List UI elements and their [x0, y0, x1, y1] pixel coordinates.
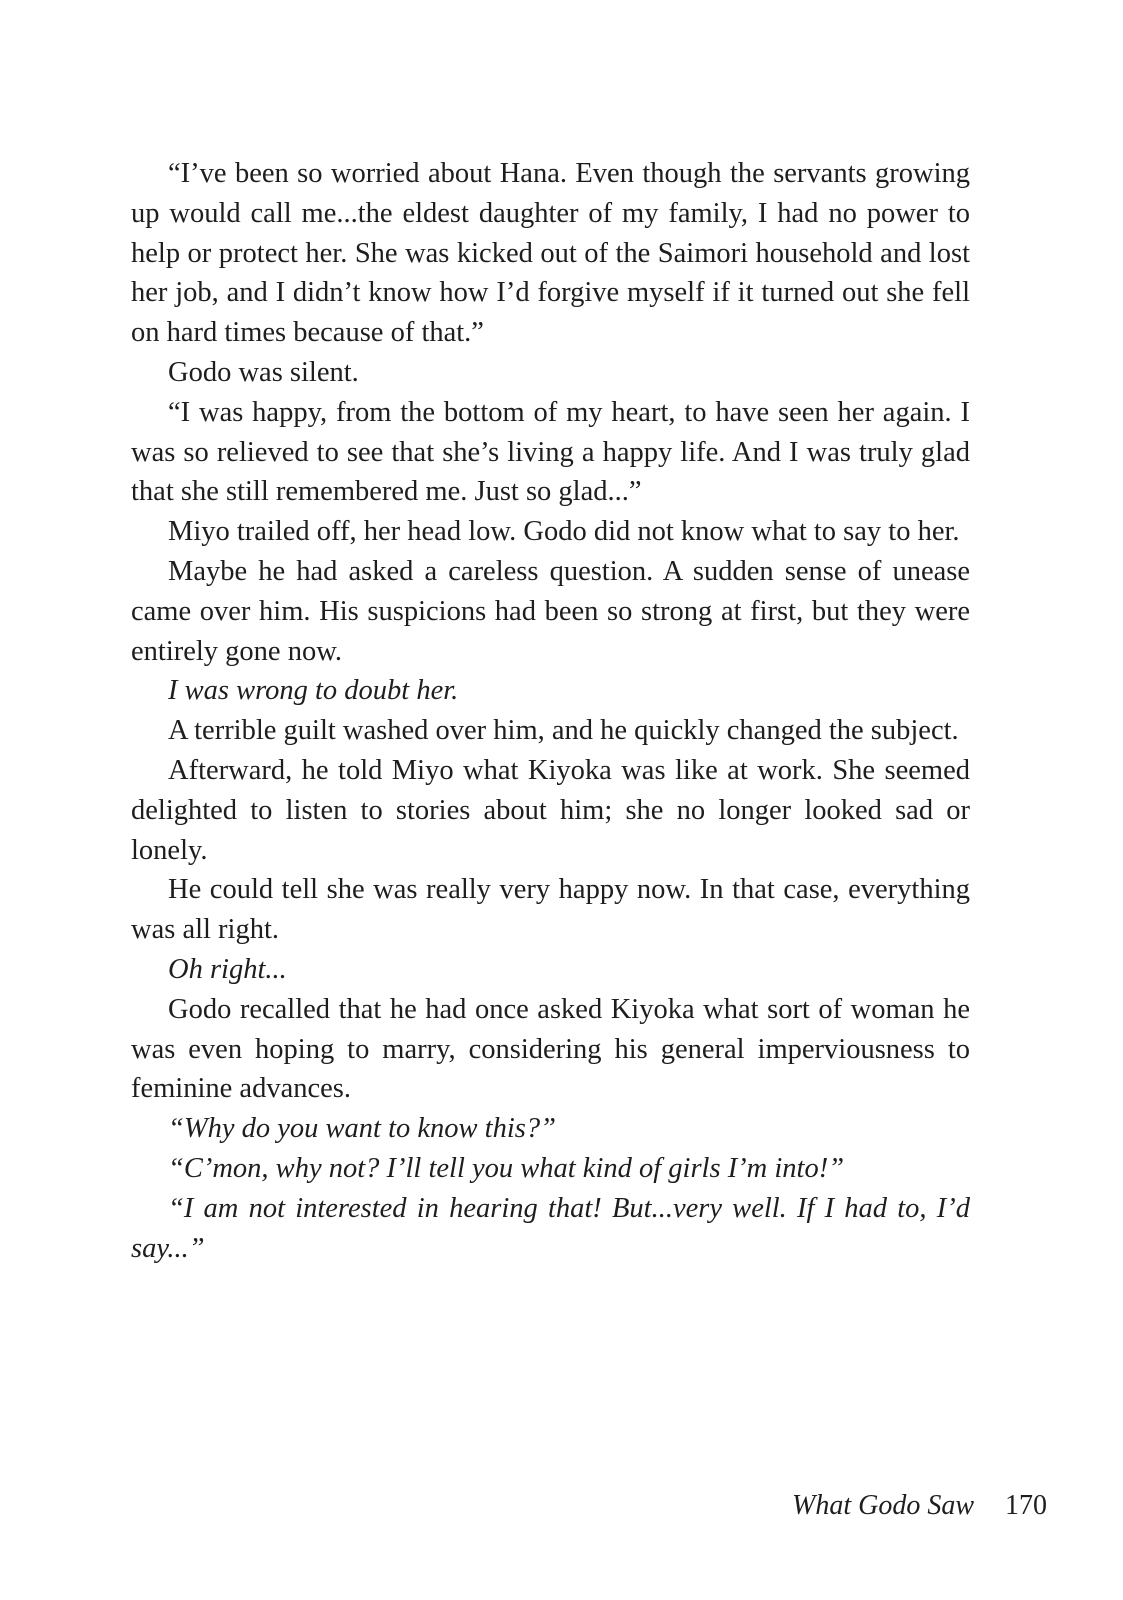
paragraph-10: Oh right...: [168, 953, 287, 985]
page-footer: [792, 1488, 1047, 1524]
paragraph-6: I was wrong to doubt her.: [168, 675, 459, 707]
paragraph-14: “I am not interested in hearing that! But...very well. If I had to, I’d say...”: [131, 1192, 970, 1264]
running-title: What Godo Saw: [792, 1490, 974, 1521]
paragraph-7: A terrible guilt washed over him, and he quickly changed the subject.: [168, 715, 959, 747]
paragraph-9: He could tell she was really very happy now. In that case, everything was all right.: [131, 874, 970, 946]
paragraph-8: Afterward, he told Miyo what Kiyoka was like at work. She seemed delighted to listen to stories about him; she no longer looked sad or lonely.: [131, 754, 970, 866]
paragraph-13: “C’mon, why not? I’ll tell you what kind of girls I’m into!”: [168, 1152, 845, 1184]
paragraph-2: Godo was silent.: [168, 356, 359, 388]
paragraph-3: “I was happy, from the bottom of my heart, to have seen her again. I was so relieved to see that she’s living a happy life. And I was truly glad that she still remembered me. Just so glad...”: [131, 396, 970, 508]
paragraph-1: “I’ve been so worried about Hana. Even though the servants growing up would call me...the eldest daughter of my family, I had no power to help or protect her. She was kicked out of the Saimori household and lost her job, and I didn’t know how I’d forgive myself if it turned out she fell on hard times because of that.”: [131, 158, 970, 349]
paragraph-12: “Why do you want to know this?”: [168, 1113, 556, 1145]
paragraph-5: Maybe he had asked a careless question. A sudden sense of unease came over him. His suspicions had been so strong at first, but they were entirely gone now.: [131, 555, 970, 667]
page-number: 170: [1005, 1490, 1047, 1521]
body-text: [131, 154, 970, 1268]
paragraph-4: Miyo trailed off, her head low. Godo did not know what to say to her.: [168, 516, 960, 548]
paragraph-11: Godo recalled that he had once asked Kiyoka what sort of woman he was even hoping to marry, considering his general imperviousness to feminine advances.: [131, 993, 970, 1105]
